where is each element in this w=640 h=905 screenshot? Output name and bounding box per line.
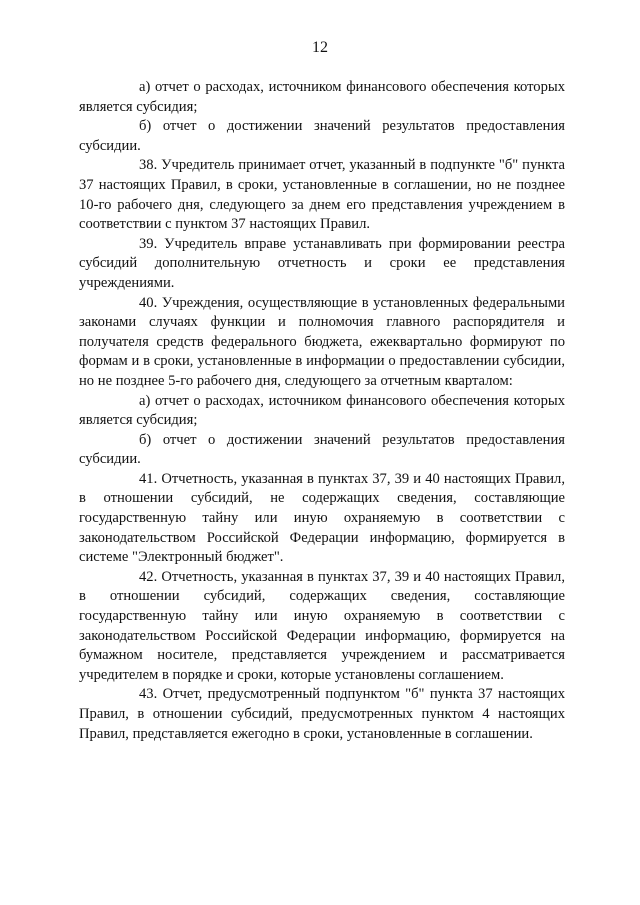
- document-body: [79, 78, 565, 744]
- paragraph-40-a-expense-report: а) отчет о расходах, источником финансового обеспечения которых является субсидия;: [79, 392, 565, 429]
- paragraph-a-expense-report: а) отчет о расходах, источником финансового обеспечения которых является субсидия;: [79, 79, 565, 115]
- paragraph-41: 41. Отчетность, указанная в пунктах 37, 39 и 40 настоящих Правил, в отношении субсидий, не содержащих сведения, составляющие государственную тайну или иную охраняемую в соответствии с законодательством Российской Федерации информацию, формируется в системе "Электронный бюджет".: [79, 470, 565, 566]
- paragraph-43: 43. Отчет, предусмотренный подпунктом "б" пункта 37 настоящих Правил, в отношении субсидий, предусмотренных пунктом 4 настоящих Правил, представляется ежегодно в сроки, установленные в соглашении.: [79, 686, 565, 742]
- paragraph-40-b-results-report: б) отчет о достижении значений результатов предоставления субсидии.: [79, 431, 565, 468]
- paragraph-40: 40. Учреждения, осуществляющие в установленных федеральными законами случаях функции и полномочия главного распорядителя и получателя средств федерального бюджета, ежеквартально формируют по формам и в сроки, установленные в информации о предоставлении субсидии, но не позднее 5-го рабочего дня, следующего за отчетным кварталом:: [79, 294, 565, 389]
- paragraph-b-results-report: б) отчет о достижении значений результатов предоставления субсидии.: [79, 118, 565, 154]
- paragraph-38: 38. Учредитель принимает отчет, указанный в подпункте "б" пункта 37 настоящих Правил, в сроки, установленные в соглашении, но не позднее 10-го рабочего дня, следующего за днем его представления учреждением в соответствии с пунктом 37 настоящих Правил.: [79, 157, 565, 233]
- page-number: 12: [312, 39, 328, 56]
- paragraph-39: 39. Учредитель вправе устанавливать при формировании реестра субсидий дополнительную отчетность и сроки ее представления учреждениями.: [79, 235, 565, 291]
- paragraph-42: 42. Отчетность, указанная в пунктах 37, 39 и 40 настоящих Правил, в отношении субсидий, содержащих сведения, составляющие государственную тайну или иную охраняемую в соответствии с законодательством Российской Федерации информацию, формируется на бумажном носителе, представляется учреждением и рассматривается учредителем в порядке и сроки, которые установлены соглашением.: [79, 568, 565, 683]
